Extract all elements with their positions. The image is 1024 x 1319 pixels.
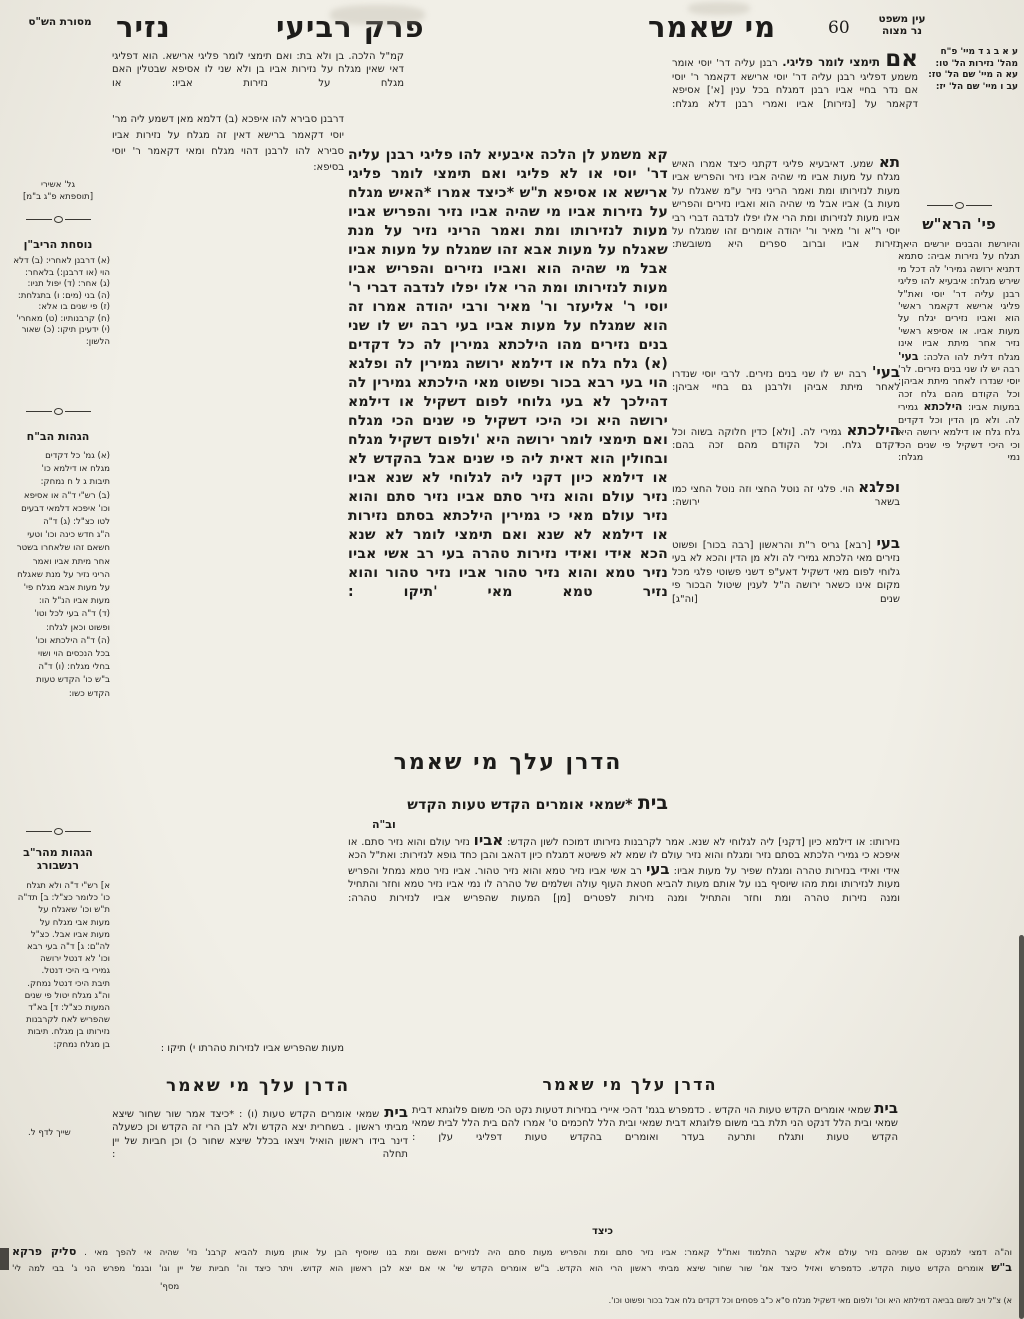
rosh-column — [898, 200, 1020, 1211]
divider-ornament — [898, 200, 1020, 210]
chapter5-mid-text: בית שמאי אומרים הקדש טעות הוי הקדש . כדמפרש בגמ' דהכי איירי בנזירות דטעות נקט הכי משום פלוגתא דבית שמאי ובית הלל דנקט הני תלת בבי משום פלוגתא דבית שמאי ובית הלל לחכמים ט' אמרו להם בית הלל לבית שמאי הקדש טעות ותגלח ותרעה בעדר ואומרים בהקדש טעות דפליגי עלן : — [412, 1102, 898, 1143]
divider-ornament — [6, 406, 110, 416]
bach-title: הגהות הב"ח — [26, 430, 90, 443]
tractate-title: נזיר — [116, 10, 171, 44]
ransburg-notes: א] רש"י ד"ה ולא תגלח כו' כלומר כצ"ל: ב] תד"ה ת"ש וכו' שאגלח על מעות אבי מגלח על מעות אביו אבל. כצ"ל לה"ם: ג] ד"ה בעי רבא וכו' לא דנטל ירושה גמירי בי היכי דנטל. תיבת היכי דנטל נמחק. וה"ג מגלח יטול פי שנים המעות כצ"ל: ד] בא"ד שהפריש לאח לקרבנות נזירותו בן מגלח. תיבות בן מגלח נמחק: — [17, 881, 110, 1050]
hadran-heading-mid: הדרן עלך מי שאמר — [542, 1075, 718, 1094]
ein-mishpat-header-line1: עין משפט — [878, 13, 926, 25]
tosafot-body: דרבנן סבירא להו איפכא (ב) דלמא מאן דשמע ליה מר' יוסי דקאמר ברישא דאין זה מגלח על נזירות אביו סבירא להו לרבנן דהוי מגלח ומאי דקאמר ר' יוסי בסיפא: — [112, 114, 344, 173]
catchword-keitzad: כיצד — [592, 1226, 614, 1237]
bottom-line-2: ב"ש אומרים הקדש טעות הקדש. כדמפרש ואזיל כיצד אמ' שור שחור שיצא מביתי ראשון הרי הוא הקדש. ב"ש אומרים הקדש שי' אי אם יצא לבן ראשון הוא קדוש. ויתר כיצד וה' חביות של יין וגו' ובגמ' מפרש הני ג' בבי למה לי' — [12, 1261, 1012, 1274]
chapter5-left-text: בית שמאי אומרים הקדש טעות (ו) : *כיצד אמר שור שחור שיצא מביתי ראשון . בשחרית יצא הקדש ולא לבן הרי זה הקדש וכן כשעלה דינר בידו ראשון הואיל ויצאו בכלל שיצא שחור כ) וכן חביות של יין תחלה : — [112, 1106, 408, 1161]
page-reference-note: שייך לדף ל. — [28, 1128, 71, 1138]
gilyon-note: גל' אשירי [תוספתא פ"ג ב"מ] — [22, 180, 94, 202]
ransburg-title-line2: רנשבורג — [37, 859, 79, 872]
inner-commentary-hilchata: הילכתא גמירי לה. [ולא] כדין חלוקה בשוה וכל דקדם גלח. וכל הקודם מהם זכה בהם: — [672, 424, 900, 452]
inner-commentary-ta-shma: תא שמע. דאיבעיא פליגי דקתני כיצד אמרו האיש מגלח על מעות אביו מי שהיה אביו נזיר והפריש אביו מעות לנזירותו ומת ואמר הריני נזיר ע"מ שאגלח על מעות ב) אביו אבל מי שהיה הוא ואביו נזירים והפריש אביו מעות לנזירותו ומת הרי אלו יפלו לנדבה דברי רבי יוסי ר"א ור' מאיר ור' יהודה אומרים זהו שמגלח על נזירות אביו וברוב ספרים היא משובשת: — [672, 156, 900, 251]
ein-mishpat-header-line2: נר מצוה — [881, 25, 922, 37]
inner-commentary-bei-rabbah: בעי' רבה יש לו שני בנים נזירים. לרבי יוסי שנדרו לאחר מיתת אביהן ולרבנן גם בחיי אביהן: — [672, 366, 900, 394]
page-number: 60 — [828, 18, 850, 38]
tosafot-head: קמ"ל הלכה. בן ולא בת: ואם תימצי לומר פליגי ארישא. הוא דפליגי דאי שאין מגלח על נזירות אביו בן ולא שני לו אסיפא שבטלין האם מגלח על נזירות אביו: או — [112, 51, 404, 89]
printers-footnote: א) צ"ל ויב לשום בביאה דמילתא היא וכו' ולפום מאי דשקיל מגלח ס"א כ"ב פסחים וכל דקדים גלח אבל בכור ופשוט וכו'. — [608, 1296, 1012, 1305]
bottom-line-1: וה"ה דמצי למנקט אם שניהם נזיר עולם אלא שקצר התלמוד ואת"ל קאמר: אביו נזיר סתם ומת והפריש מעות סתם היה לנזירים ואשם ומת בנו שיוסיף הבן על אותן מעות להביא קרבנ' נזי' שהיה אי להפך מאי . סליק פרקא — [12, 1245, 1012, 1258]
chapter-name-title: מי שאמר — [648, 10, 777, 44]
mishnah-start — [348, 792, 668, 815]
rosh-title: פי' הרא"ש — [922, 215, 996, 233]
inner-commentary-bei-rava: בעי [רבא] גריס ר"ת והראשון [רבה בכור] ופשוט נזירים מאי הלכתא גמירי לה ולא מן הדין והכא לא בעי גלוחי לפום מאי דשקיל דאע"פ דשני פשוטי פלגי מכל מקום אינו כשאר ירושה ה"ל לענין שיטול הבכור פי שנים [וה"ג] — [672, 537, 900, 605]
mishnah-text: *שמאי אומרים הקדש טעות הקדש — [407, 797, 638, 813]
rivan-title: נוסחת הריב"ן — [23, 238, 93, 251]
scan-smudge — [688, 2, 750, 15]
divider-ornament — [6, 826, 110, 836]
catchword-musaf: מסף' — [160, 1282, 180, 1292]
inner-commentary-uplaga: ופלגא הוי. פלגי זה נוטל החצי וזה נוטל החצי כמו בשאר ירושה: — [672, 481, 900, 509]
hadran-heading-main: הדרן עלך מי שאמר — [393, 750, 623, 775]
inner-commentary-im: אם תימצי לומר פליגי. רבנן עליה דר' יוסי אומר משמע דפליגי רבנן עליה דר' יוסי ארישא דקאמר ר' יוסי אם נדר בחיי אביו רבנן דמגלח בכל ענין [א'] אסיפא דקאמר על [נזירות] אביו ואמרי רבנן דלא מגלח: — [672, 48, 918, 110]
divider-ornament — [6, 214, 110, 224]
lower-commentary-block: נזירותו: או דילמא כיון [דקני] ליה לגלוחי לא שנא. אמר לקרבנות נזירותו דמוכח לשון הקדש: אביו נזיר עולם והוא נזיר סתם. או איפכא כי גמירי הלכתא בסתם נזיר ומגלח והוא נזיר עולם לו שמא לא פשיטא דמגלח כיון דהאב והבן כחד גופא לנזירות: ואת"ל הכא אידי ואידי בנזירות טהרה ומגלח שפיר על מעות אביו: בעי רב אשי אביו נזיר טמא והוא נזיר טהור. אביו נזיר טמא נמחל והפריש מעות לנזירותו ומת מהו שיוסיף בנו על אותם מעות להביא חטאת העוף עולה ושלמים של טהרה לו נמי אביו נזיר טמא וחזר והתחיל ומנה נזירות טהרה ומת וחזר והתחיל ומנה נזירות לפטרים [מן] המעות שהפריש אביו לנזירות טהרה: — [348, 834, 900, 904]
gemara-text: קא משמע לן הלכה איבעיא להו פליגי רבנן עליה דר' יוסי או לא פליגי ואם תימצי לומר פליגי ארישא או אסיפא ת"ש *כיצד אמרו *האיש מגלח על נזירות אביו מי שהיה אביו נזיר והפריש אביו מעות לנזירותו ומת ואמר הריני נזיר על מנת שאגלח על מעות אבא זהו שמגלח על מעות אביו אבל מי שהיה הוא ואביו נזירים והפריש אביו מעות לנזירותו ומת הרי אלו יפלו לנדבה דברי ר' יוסי ר' אליעזר ור' מאיר ורבי יהודה אמרו זה הוא שמגלח על מעות אביו בעי רבה יש לו שני בנים נזירים מהו הילכתא גמירין לה כל דקדים (א) גלח גלח או דילמא ירושה גמירין לה ופלגא הוי בעי רבא בכור ופשוט מאי הילכתא גמירין לה דהילכך לא בעי גלוחי לפום דשקיל או דילמא ירושה היא וכי היכי דשקיל פי שנים הכי מגלח ואם תימצי לומר ירושה היא 'ולפום דשקיל מגלח ובחולין הוא דאית ליה פי שנים אבל בהקדש לא או דילמא כיון דקני ליה לגלוחי לא שנא אביו נזיר עולם והוא נזיר סתם אביו נזיר סתם והוא נזיר עולם מאי כי גמירין הילכתא בסתם נזירות או דילמא לא שנא ואם תימצי לומר לא שנא הכא אידי ואידי נזירות טהרה בעי רב אשי אביו נזיר טמא והוא נזיר טהור אביו נזיר טהור והוא נזיר טמא מאי 'תיקו : — [348, 147, 668, 600]
ransburg-title-line1: הגהות מהר"ב — [23, 846, 93, 859]
scan-corner-mark — [0, 1248, 9, 1270]
ein-mishpat-header — [872, 13, 932, 37]
masoret-hashas-label: מסורת הש"ס — [28, 16, 92, 28]
rivan-notes: (א) דרבנן לאחרי: (ב) דלא הוי (או דרבנן:) בלאחר: (ג) אחר: (ד) יפול תניו: (ה) בני (מים: ו) בתגלחת: (ז) פי שנים בו אלא: (ח) קרבנותיו: (ט) מאחרי' (י) ידעינן תיקו: (כ) שאור הלשון: — [13, 256, 110, 347]
rosh-text: והיורשת והבנים יורשים היאך תגלח על נזירות אביה: סתמא דתניא ירושה גמירי' לה דכל מי שירש מגלח: איבעיא להו פליגי רבנן עליה דר' יוסי ואת"ל פליגי ארישא דקאמר ראשי' הוא ואביו נזירים יגלח על מעות אביו. או אסיפא ראשי' נזיר אחר מיתת אביו אינו מגלח דלית להו הלכה: בעי' רבה יש לו שני בנים נזירים. לר' יוסי שנדרו לאחר מיתת אביהן: וכל הקודם מהם גלח זכה במעות אביו: הילכתא גמירי לה. ולא מן הדין וכל דקדים גלח גלח או דילמא ירושה היא וכי היכי דשקיל פי שנים הכי נמי מגלח: — [898, 239, 1020, 463]
bach-notes: (א) גמ' כל דקדים מגלח או דילמא כו' תיבות ג ל ח נמחק: (ב) רש"י ד"ה או אסיפא וכו' איפכא דלמאי דבעים לטו כצ"ל: (ג) ד"ה ה"ג חדש כינה וכו' וטעי חשאם זהו שלאחרו בשטר אחר מיתת אביו ואמר הריני נזיר על מנת שאגלח על מעות אבא מגלח פי' מעות אביו הנ"ל הו: (ד) ד"ה בעי לכל וטו' ופשוט וכאן לגלח: (ה) ד"ה הילכתא וכו' בכל הנכסים הוי ושוי בחלי מגלח: (ו) ד"ה ב"ש כו' הקדש טעות הקדש כשו: — [16, 451, 110, 699]
chapter-number-title: פרק רביעי — [276, 10, 425, 44]
hadran-heading-left: הדרן עלך מי שאמר — [165, 1076, 351, 1096]
scan-smudge — [330, 5, 425, 25]
mishnah-continuation-word: וב"ה — [372, 818, 396, 831]
ransburg-title — [6, 846, 110, 872]
tosafot-tail: מעות שהפריש אביו לנזירות טהרתו י) תיקו : — [160, 1043, 344, 1054]
ein-mishpat-notes: ע א ב ג ד מיי' פ"ח מהל' נזירות הל' טו: עא ה מיי' שם הל' טז: עב ו מיי' שם הל' יז: — [928, 47, 1018, 92]
mishnah-lead-word: בית — [637, 792, 668, 814]
